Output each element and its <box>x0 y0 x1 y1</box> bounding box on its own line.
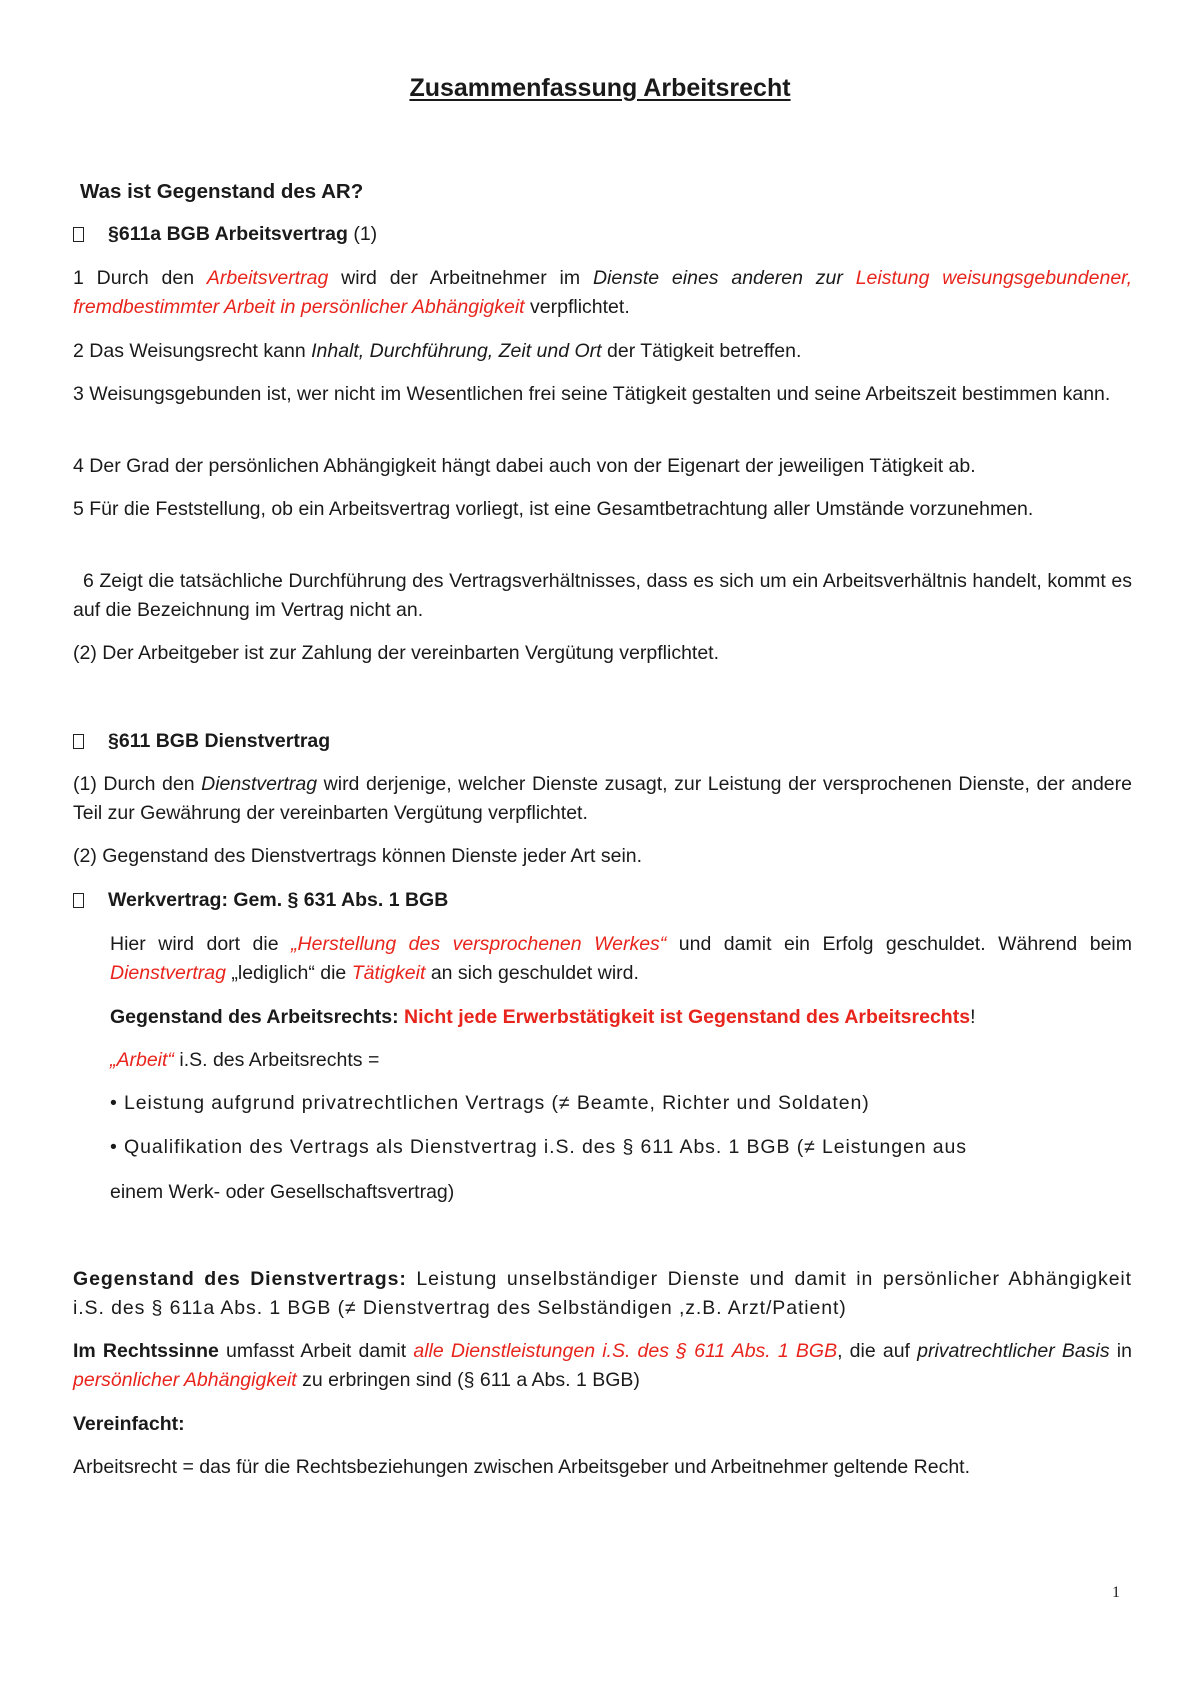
werk-bullet-1: • Leistung aufgrund privatrechtlichen Vertrags (≠ Beamte, Richter und Soldaten) <box>110 1092 870 1114</box>
werk-paragraph-3: „Arbeit“ i.S. des Arbeitsrechts = <box>110 1049 380 1071</box>
s611a-heading: §611a BGB Arbeitsvertrag (1) <box>73 220 1132 249</box>
s611a-paragraph-4: 4 Der Grad der persönlichen Abhängigkeit hängt dabei auch von der Eigenart der jeweiligen Tätigkeit ab. <box>73 455 976 477</box>
s611a-paragraph-3: 3 Weisungsgebunden ist, wer nicht im Wesentlichen frei seine Tätigkeit gestalten und seine Arbeitszeit bestimmen kann. <box>73 383 1111 405</box>
section-heading: Was ist Gegenstand des AR? <box>80 180 364 203</box>
s611-paragraph-2: (2) Gegenstand des Dienstvertrags können Dienste jeder Art sein. <box>73 845 643 867</box>
s611a-paragraph-6: 6 Zeigt die tatsächliche Durchführung des Vertragsverhältnisses, dass es sich um ein Arbeitsverhältnis handelt, kommt es auf die Bezeichnung im Vertrag nicht an. <box>73 570 1132 621</box>
page-number: 1 <box>1112 1584 1120 1601</box>
s611a-paragraph-1: 1 Durch den Arbeitsvertrag wird der Arbeitnehmer im Dienste eines anderen zur Leistung weisungsgebundener, fremdbestimmter Arbeit in persönlicher Abhängigkeit verpflichtet. <box>73 267 1132 318</box>
s611-heading: §611 BGB Dienstvertrag <box>73 727 1132 756</box>
s611a-paragraph-2: 2 Das Weisungsrecht kann Inhalt, Durchführung, Zeit und Ort der Tätigkeit betreffen. <box>73 340 802 362</box>
page-title: Zusammenfassung Arbeitsrecht <box>409 74 791 102</box>
missing-glyph-bullet-icon <box>73 893 84 908</box>
summary-paragraph-4: Arbeitsrecht = das für die Rechtsbeziehungen zwischen Arbeitsgeber und Arbeitnehmer geltende Recht. <box>73 1456 970 1478</box>
werk-paragraph-1: Hier wird dort die „Herstellung des versprochenen Werkes“ und damit ein Erfolg geschuldet. Während beim Dienstvertrag „lediglich“ die Tätigkeit an sich geschuldet wird. <box>110 933 1132 984</box>
werk-bullet-2-continuation: einem Werk- oder Gesellschaftsvertrag) <box>110 1181 455 1203</box>
s611-paragraph-1: (1) Durch den Dienstvertrag wird derjenige, welcher Dienste zusagt, zur Leistung der versprochenen Dienste, der andere Teil zur Gewährung der vereinbarten Vergütung verpflichtet. <box>73 773 1132 824</box>
s611a-paragraph-7: (2) Der Arbeitgeber ist zur Zahlung der vereinbarten Vergütung verpflichtet. <box>73 642 720 664</box>
missing-glyph-bullet-icon <box>73 734 84 749</box>
missing-glyph-bullet-icon <box>73 227 84 242</box>
werk-paragraph-2: Gegenstand des Arbeitsrechts: Nicht jede Erwerbstätigkeit ist Gegenstand des Arbeitsrechts! <box>110 1006 976 1028</box>
werk-heading: Werkvertrag: Gem. § 631 Abs. 1 BGB <box>73 886 1132 915</box>
s611a-paragraph-5: 5 Für die Feststellung, ob ein Arbeitsvertrag vorliegt, ist eine Gesamtbetrachtung aller Umstände vorzunehmen. <box>73 498 1034 520</box>
summary-paragraph-2: Im Rechtssinne umfasst Arbeit damit alle Dienstleistungen i.S. des § 611 Abs. 1 BGB, die auf privatrechtlicher Basis in persönlicher Abhängigkeit zu erbringen sind (§ 611 a Abs. 1 BGB) <box>73 1340 1132 1391</box>
summary-paragraph-3: Vereinfacht: <box>73 1413 185 1435</box>
summary-paragraph-1: Gegenstand des Dienstvertrags: Leistung unselbständiger Dienste und damit in persönlicher Abhängigkeit i.S. des § 611a Abs. 1 BGB (≠ Dienstvertrag des Selbständigen ,z.B. Arzt/Patient) <box>73 1268 1132 1319</box>
werk-bullet-2: • Qualifikation des Vertrags als Dienstvertrag i.S. des § 611 Abs. 1 BGB (≠ Leistungen aus <box>110 1136 967 1158</box>
